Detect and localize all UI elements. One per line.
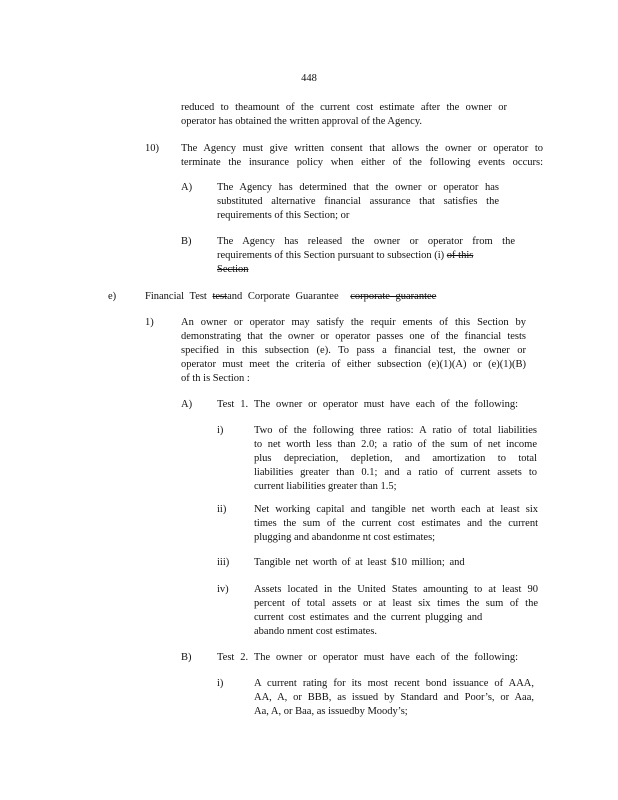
title-segment: and Corporate Guarantee: [227, 291, 339, 302]
text-line: percent of total assets or at least six times the sum of the: [254, 598, 538, 609]
text-line: abando nment cost estimates.: [254, 626, 378, 637]
test-a-label: A): [181, 399, 193, 410]
deleted-text: Section: [217, 264, 249, 275]
text-line: Assets located in the United States amounting to at least 90: [254, 584, 538, 595]
test-b-i-text: [254, 677, 534, 719]
text-line: Tangible net worth of at least $10 million; and: [254, 557, 465, 568]
test-a-i-label: i): [217, 425, 224, 436]
test-a-iii-label: iii): [217, 557, 230, 568]
text-line: plus depreciation, depletion, and amortization to total: [254, 453, 537, 464]
text-line: demonstrating that the owner or operator passes one of the financial tests: [181, 331, 526, 342]
item-10-a-text: [217, 181, 499, 223]
item-10-text: [181, 142, 543, 170]
text-line: requirements of this Section; or: [217, 210, 350, 221]
text-line: The Agency has determined that the owner or operator has: [217, 182, 499, 193]
text-line: Aa, A, or Baa, as issuedby Moody’s;: [254, 706, 408, 717]
text-line: current cost estimates and the current plugging and: [254, 612, 483, 623]
text-line: AA, A, or BBB, as issued by Standard and Poor’s, or Aaa,: [254, 692, 534, 703]
text-line: Net working capital and tangible net worth each at least six: [254, 504, 538, 515]
item-10-b-label: B): [181, 236, 192, 247]
text-line: [217, 249, 515, 263]
test-b-label: B): [181, 652, 192, 663]
deleted-text: corporate guarantee: [350, 291, 437, 302]
text-line: The Agency has released the owner or operator from the: [217, 236, 515, 247]
text-line: plugging and abandonme nt cost estimates;: [254, 532, 436, 543]
text-line: terminate the insurance policy when either of the following events occurs:: [181, 157, 543, 168]
item-1-label: 1): [145, 317, 154, 328]
text-line: operator has obtained the written approval of the Agency.: [181, 116, 423, 127]
text-line: times the sum of the current cost estimates and the current: [254, 518, 538, 529]
test-a-ii-text: [254, 503, 538, 545]
text-line: reduced to theamount of the current cost estimate after the owner or: [181, 102, 507, 113]
test-a-i-text: [254, 424, 537, 494]
text-line: A current rating for its most recent bond issuance of AAA,: [254, 678, 534, 689]
text-line: of th is Section :: [181, 373, 250, 384]
test-a-iv-text: [254, 583, 538, 639]
test-a-iv-label: iv): [217, 584, 229, 595]
test-b-i-label: i): [217, 678, 224, 689]
text-line: [217, 263, 515, 277]
item-10-b-text: [217, 235, 515, 277]
item-1-text: [181, 316, 526, 386]
item-10-label: 10): [145, 143, 159, 154]
item-10-a-label: A): [181, 182, 193, 193]
text-line: to net worth less than 2.0; a ratio of the sum of net income: [254, 439, 537, 450]
test-b-heading: [217, 651, 518, 665]
continuation-paragraph: [181, 101, 507, 129]
section-e-label: e): [108, 291, 117, 302]
title-segment: Financial Test: [145, 291, 207, 302]
deleted-text: of this: [446, 250, 474, 261]
test-a-heading: [217, 398, 518, 412]
text-line: substituted alternative financial assurance that satisfies the: [217, 196, 499, 207]
text-line: liabilities greater than 0.1; and a ratio of current assets to: [254, 467, 537, 478]
deleted-text: test: [212, 291, 228, 302]
text-line: operator must meet the criteria of either subsection (e)(1)(A) or (e)(1)(B): [181, 359, 526, 370]
page-number: 448: [301, 73, 317, 84]
text-line: current liabilities greater than 1.5;: [254, 481, 397, 492]
text-line: Test 1. The owner or operator must have each of the following:: [217, 399, 518, 410]
text-line: An owner or operator may satisfy the requir ements of this Section by: [181, 317, 526, 328]
test-a-iii-text: [254, 556, 538, 570]
text-line: specified in this subsection (e). To pass a financial test, the owner or: [181, 345, 526, 356]
text-line: The Agency must give written consent that allows the owner or operator to: [181, 143, 543, 154]
test-a-ii-label: ii): [217, 504, 227, 515]
section-e-title: [145, 290, 436, 304]
text-line: Two of the following three ratios: A ratio of total liabilities: [254, 425, 537, 436]
text-segment: requirements of this Section pursuant to subsection (i): [217, 250, 445, 261]
text-line: Test 2. The owner or operator must have each of the following:: [217, 652, 518, 663]
